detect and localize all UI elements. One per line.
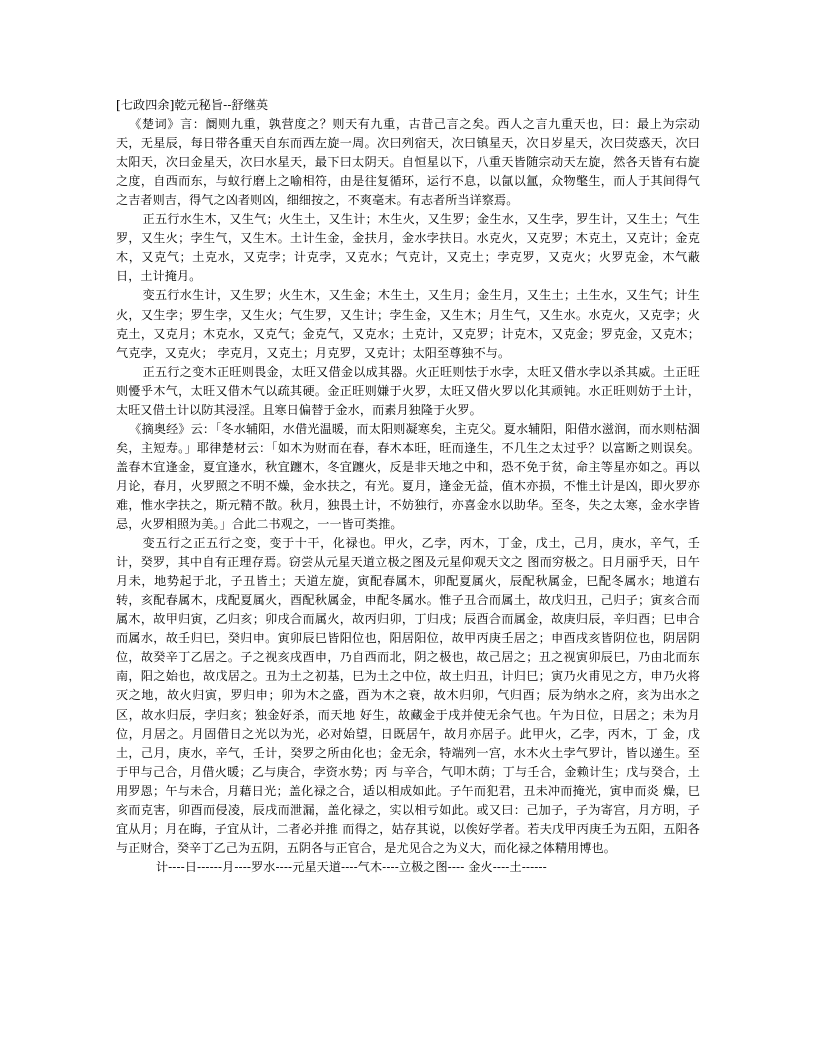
paragraph-zheng-wuxing-bian: 正五行之变木正旺则畏金，太旺又借金以成其器。火正旺则怯于水孛，太旺又借水孛以杀其威。土正旺则懮乎木气，太旺又借木气以疏其硬。金正旺则嫌于火罗，太旺又借火罗以化其顽钝。水正旺则妨于土计，太旺又借土计以防其浸淫。且寒日偏替于金水，而素月独隆于火罗。 <box>116 364 700 417</box>
paragraph-zheng-wuxing: 正五行水生木，又生气；火生土，又生计；木生火，又生罗；金生水，又生孛，罗生计，又生土；气生罗，又生火；孛生气，又生木。土计生金，金扶月，金水孛扶日。水克火，又克罗；木克土，又克计；金克木，又克气；土克水，又克孛；计克孛，又克水；气克计，又克土；孛克罗，又克火；火罗克金，木气蔽日，土计掩月。 <box>116 212 700 284</box>
document-body <box>116 96 700 877</box>
diagram-label-row: 计----日------月----罗水----元星天道----气木----立极之图---- 金火----土------ <box>155 859 547 874</box>
paragraph-bian-zheng-wuxing-bian: 变五行之正五行之变，变于十干，化禄也。甲火，乙孛，丙木，丁金，戊土，己月，庚水，辛气，壬计，癸罗，其中自有正理存焉。窃尝从元星天道立极之图及元星仰观天文之 图而穷极之。日月丽乎天，日午月未，地势起于北，子丑皆土；天道左旋，寅配春属木，卯配夏属火，辰配秋属金，巳配冬属水；地道右转，亥配春属木，戌配夏属火，酉配秋属金，申配冬属水。惟子丑合而属土，故戊归丑，己归子；寅亥合而属木，故甲归寅，乙归亥；卯戌合而属火，故丙归卯，丁归戌；辰酉合而属金，故庚归辰，辛归酉；巳申合而属水，故壬归巳，癸归申。寅卯辰巳皆阳位也，阳居阳位，故甲丙庚壬居之；申酉戌亥皆阴位也，阴居阴位，故癸辛丁乙居之。子之视亥戌酉申，乃自西而北，阴之极也，故己居之；丑之视寅卯辰巳，乃由北而东南，阳之始也，故戊居之。丑为土之初基，巳为土之中位，故土归丑，计归巳；寅乃火甫见之方，申乃火将灭之地，故火归寅，罗归申；卯为木之盛，酉为木之衰，故木归卯，气归酉；辰为纳水之府，亥为出水之区，故水归辰，孛归亥；独金好杀，而天地 好生，故藏金于戌并使无余气也。午为日位，日居之；未为月位，月居之。月固借日之光以为光，必对始望，日既居午，故月亦居子。此甲火，乙孛，丙木，丁 金，戊土，己月，庚水，辛气，壬计，癸罗之所由化也；金无余，特端列一宫，水木火土孛气罗计，皆以递生。至于甲与己合，月借火暖；乙与庚合，孛资水势；丙 与辛合，气叩木荫；丁与壬合，金赖计生；戊与癸合，土用罗恩；午与未合，月藉日光；盖化禄之合，适以相成如此。子午而犯君，丑未冲而掩光，寅申而炎 燥，巳亥而克害，卯酉而侵凌，辰戌而泄漏，盖化禄之，实以相亏如此。或又曰：己加子，子为寄宫，月方明，子宜从月；月在晦，子宜从计，二者必并推 而得之，姑存其说，以俟好学者。若夫戊甲丙庚壬为五阳，五阳各与正财合，癸辛丁乙己为五阴，五阴各与正官合，是尤见合之为义大，而化禄之体精用博也。 <box>116 536 700 855</box>
paragraph-bian-wuxing: 变五行水生计，又生罗；火生木，又生金；木生土，又生月；金生月，又生土；土生水，又生气；计生火，又生孛；罗生孛，又生火；气生罗，又生计；孛生金，又生木；月生气，又生水。水克火，又克孛；火克土，又克月；木克水，又克气；金克气，又克水；土克计，又克罗；计克木，又克金；罗克金，又克木；气克孛，又克火； 孛克月，又克土；月克罗，又克计；太阳至尊独不与。 <box>116 288 700 360</box>
document-title-line: [七政四余]乾元秘旨--舒继英 <box>116 98 269 112</box>
paragraph-chuci: 《楚词》言：阛则九重，孰营度之？则天有九重，古昔己言之矣。西人之言九重天也，曰：最上为宗动天，无星辰，每日带各重天自东而西左旋一周。次曰列宿天，次曰镇星天，次日岁星天，次曰荧惑天，次曰太阳天，次曰金星天，次曰水星天，最下曰太阴天。自恒星以下，八重天皆随宗动天左旋，然各天皆有右旋之度，自西而东，与蚁行磨上之喻相符，由是往复循环，运行不息，以氤以氲，众物氅生，而人于其间得气之吉者则吉，得气之凶者则凶，细细按之，不爽毫末。有志者所当详察焉。 <box>116 117 700 208</box>
paragraph-zhaiaojing-quote: 《摘奥经》云：「冬水辅阳，水借光温暖，而太阳则凝寒矣，主克父。夏水辅阳，阳借水滋润，而水则枯涸矣，主短寿。」耶律楚材云：「如木为财而在春，春木本旺，旺而逢生，不几生之太过乎？以富断之则误矣。盖春木宜逢金，夏宜逢水，秋宜躔木，冬宜躔火，反是非天地之中和，恐不免于贫，命主等星亦如之。再以月论，春月，火罗照之不明不燥，金水扶之，有光。夏月，逢金无益，值木亦损，不惟土计是凶，即火罗亦难，惟水孛扶之，斯元精不散。秋月，独畏土计，不妨独行，亦喜金水以助华。至冬，失之太寒，金水孛皆忌，火罗相照为美。」合此二书观之，一一皆可类推。 <box>116 421 700 532</box>
